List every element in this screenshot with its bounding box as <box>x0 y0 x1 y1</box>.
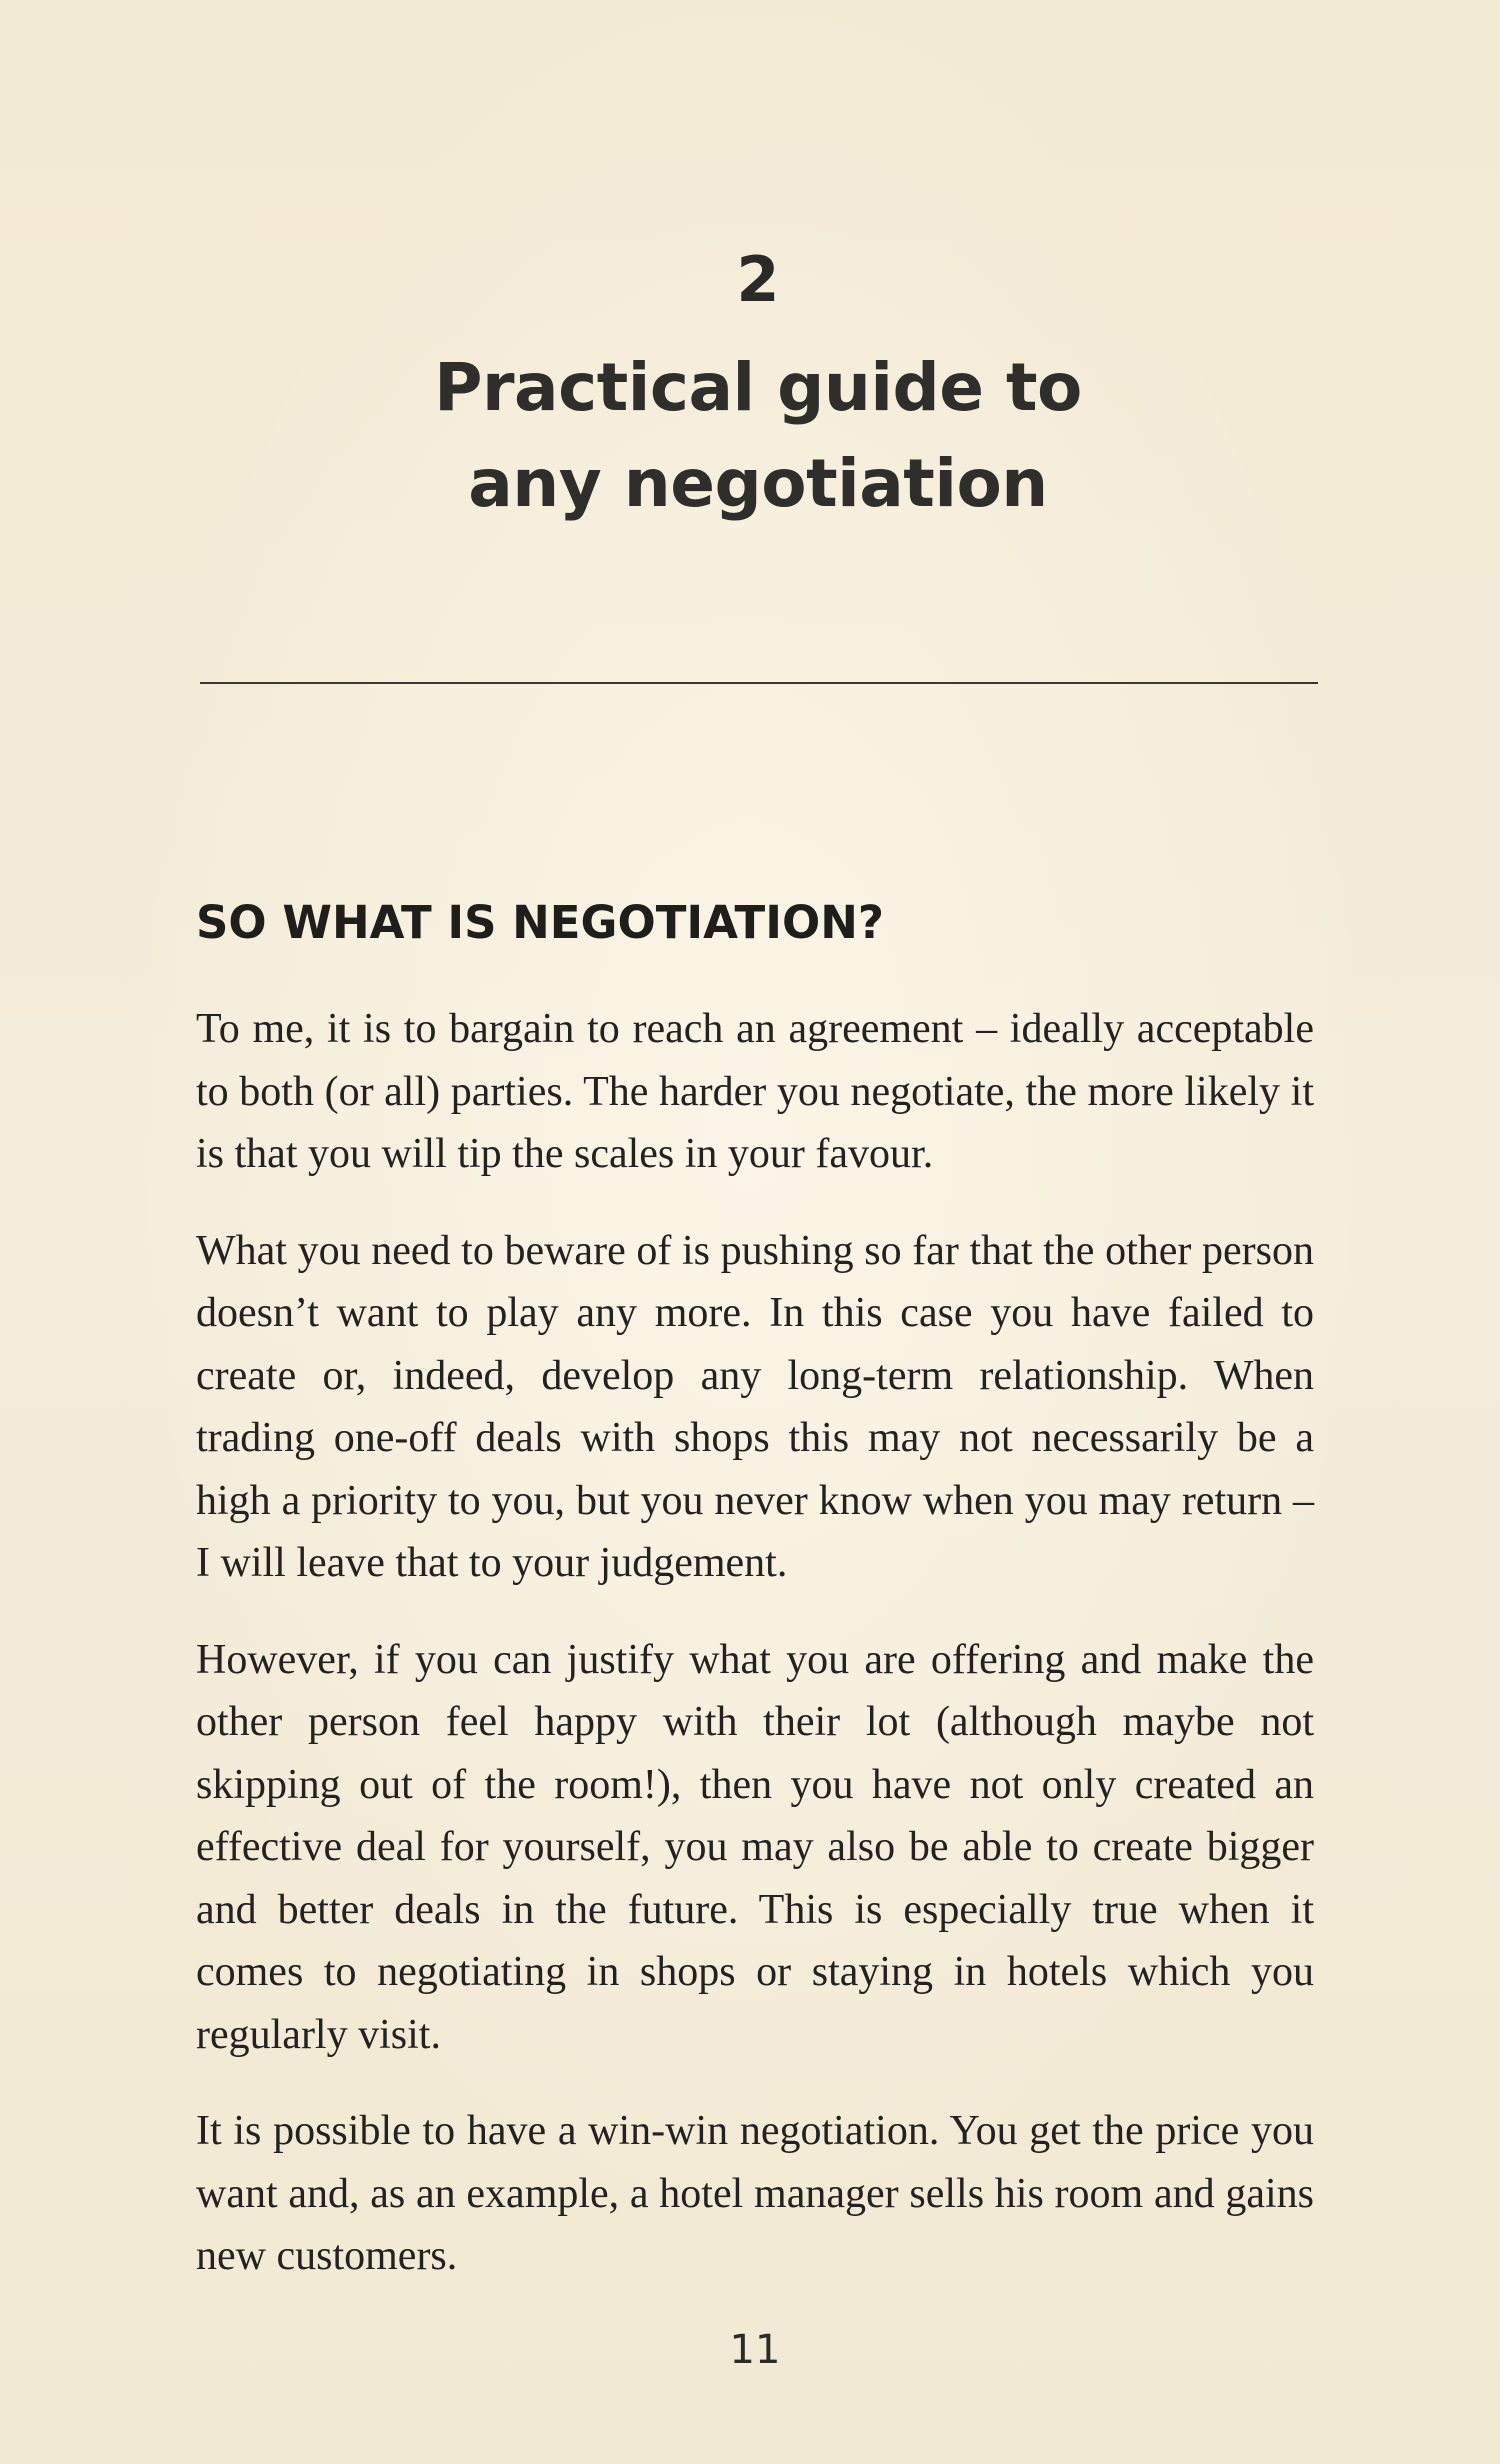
page-number: 11 <box>729 2327 781 2373</box>
section-heading: SO WHAT IS NEGOTIATION? <box>196 896 884 949</box>
chapter-number: 2 <box>736 243 780 316</box>
body-text <box>196 998 1314 2322</box>
paragraph: It is possible to have a win-win negotiation. You get the price you want and, as an example, a hotel manager sells his room and gains new customers. <box>196 2108 1314 2279</box>
chapter-divider <box>200 682 1318 684</box>
paragraph: To me, it is to bargain to reach an agreement – ideally acceptable to both (or all) parties. The harder you negotiate, the more likely it is that you will tip the scales in your favour. <box>196 1006 1314 1177</box>
chapter-title-line-2: any negotiation <box>468 445 1048 522</box>
paragraph: However, if you can justify what you are offering and make the other person feel happy with their lot (although maybe not skipping out of the room!), then you have not only created an effective deal for yourself, you may also be able to create bigger and better deals in the future. This is especially true when it comes to negotiating in shops or staying in hotels which you regularly visit. <box>196 1636 1314 2058</box>
paragraph: What you need to beware of is pushing so far that the other person doesn’t want to play any more. In this case you have failed to create or, indeed, develop any long-term relationship. When trading one-off deals with shops this may not necessarily be a high a priority to you, but you never know when you may return – I will leave that to your judgement. <box>196 1227 1314 1586</box>
chapter-title <box>0 340 1500 532</box>
chapter-title-line-1: Practical guide to <box>434 349 1082 426</box>
